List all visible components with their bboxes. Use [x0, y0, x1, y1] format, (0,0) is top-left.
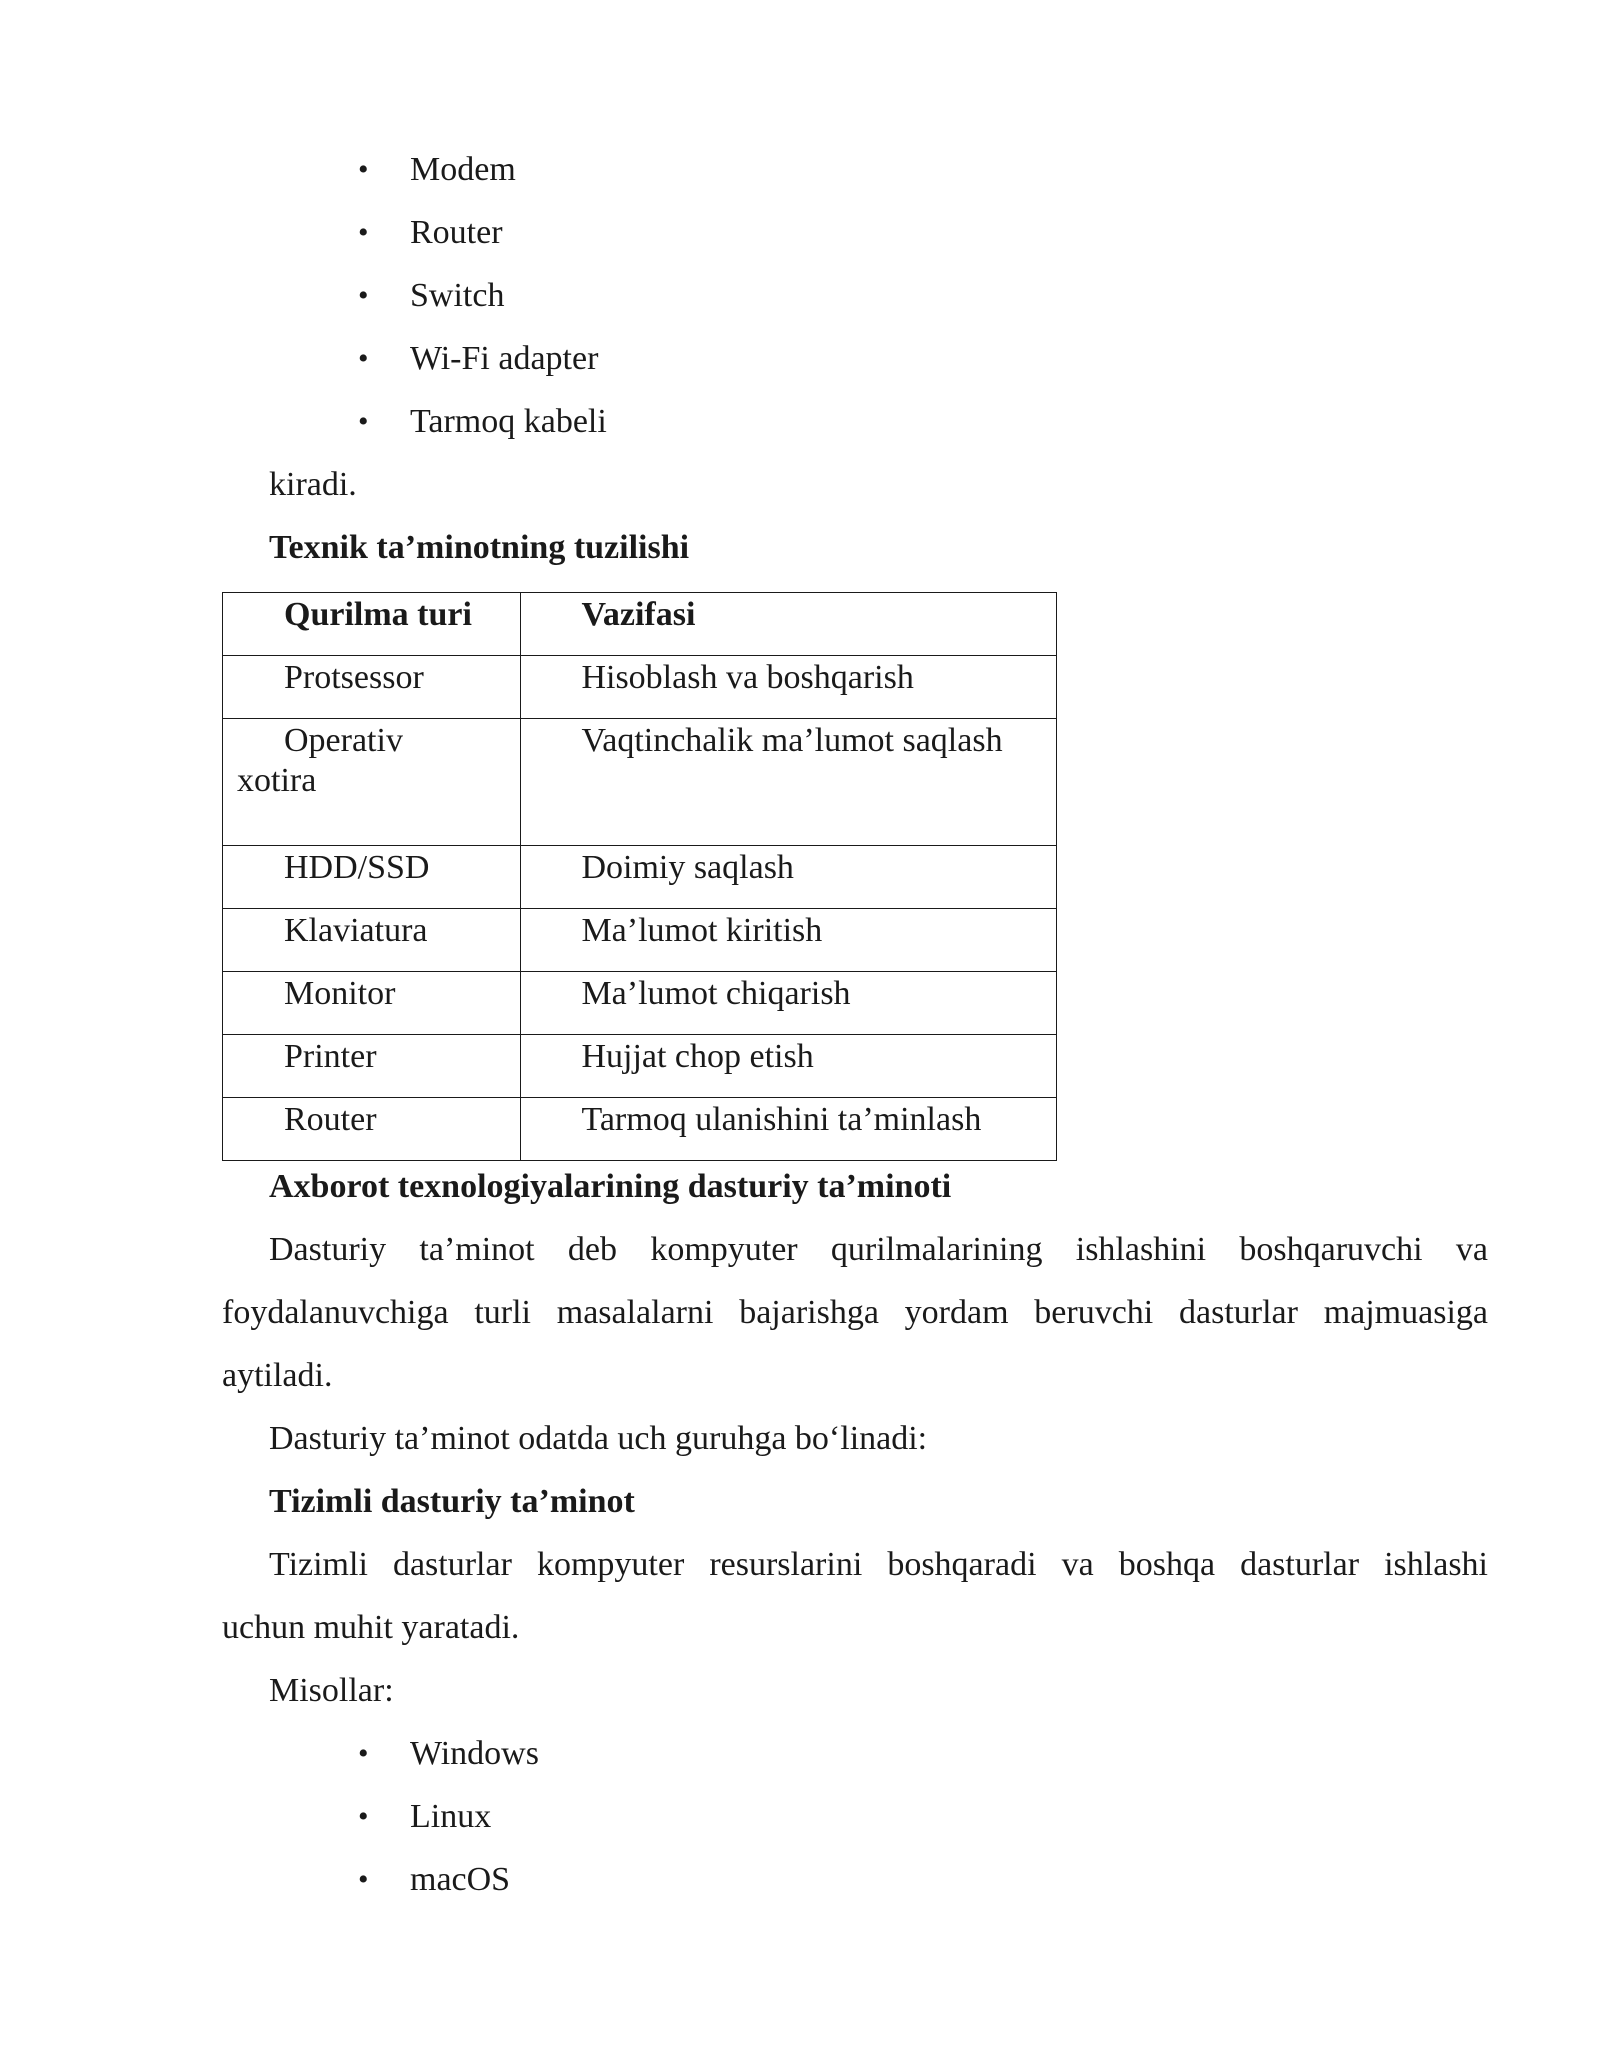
list-item: Linux — [410, 1798, 492, 1835]
bullet-icon: • — [358, 153, 369, 186]
table-cell: HDD/SSD — [284, 849, 430, 886]
table-cell: Hujjat chop etish — [581, 1038, 814, 1075]
list-item: Switch — [410, 277, 505, 314]
paragraph-text: uchun muhit yaratadi. — [222, 1609, 520, 1646]
bullet-icon: • — [358, 1737, 369, 1770]
table-cell: Printer — [284, 1038, 377, 1075]
paragraph-text: aytiladi. — [222, 1357, 333, 1394]
after-list-text: kiradi. — [269, 466, 357, 503]
table-row — [223, 1035, 1057, 1098]
hardware-table — [222, 592, 1057, 1161]
subheading: Tizimli dasturiy ta’minot — [269, 1483, 635, 1520]
paragraph-text: Dasturiy ta’minot odatda uch guruhga bo‘linadi: — [269, 1420, 928, 1457]
header-function: Vazifasi — [581, 596, 696, 633]
table-cell: Operativ xotira — [237, 722, 403, 799]
list-item: Modem — [410, 151, 516, 188]
table-cell: Klaviatura — [284, 912, 428, 949]
table-cell: Hisoblash va boshqarish — [581, 659, 914, 696]
table-cell: Ma’lumot kiritish — [581, 912, 823, 949]
header-device-type: Qurilma turi — [284, 596, 472, 633]
table-cell: Protsessor — [284, 659, 424, 696]
list-item: Tarmoq kabeli — [410, 403, 607, 440]
table-header-cell — [521, 593, 1057, 656]
table-header-row — [223, 593, 1057, 656]
paragraph-text: Tizimli dasturlar kompyuter resurslarini boshqaradi va boshqa dasturlar ishlashi — [269, 1546, 1488, 1583]
bullet-icon: • — [358, 1863, 369, 1896]
table-cell: Ma’lumot chiqarish — [581, 975, 851, 1012]
bullet-icon: • — [358, 405, 369, 438]
table-cell: Monitor — [284, 975, 396, 1012]
section-heading: Axborot texnologiyalarining dasturiy ta’minoti — [269, 1168, 952, 1205]
list-item: Windows — [410, 1735, 539, 1772]
table-heading: Texnik ta’minotning tuzilishi — [269, 529, 690, 566]
table-cell: Router — [284, 1101, 377, 1138]
paragraph-line — [222, 1293, 1488, 1333]
paragraph-line — [269, 1545, 1488, 1585]
table-row — [223, 846, 1057, 909]
table-row — [223, 1098, 1057, 1161]
paragraph-line — [269, 1230, 1488, 1270]
table-cell: Doimiy saqlash — [581, 849, 794, 886]
table-row — [223, 909, 1057, 972]
list-item: Wi-Fi adapter — [410, 340, 599, 377]
bullet-icon: • — [358, 216, 369, 249]
list-item: Router — [410, 214, 503, 251]
list-item: macOS — [410, 1861, 511, 1898]
table-row — [223, 656, 1057, 719]
bullet-icon: • — [358, 279, 369, 312]
bullet-icon: • — [358, 1800, 369, 1833]
bullet-icon: • — [358, 342, 369, 375]
paragraph-text: Dasturiy ta’minot deb kompyuter qurilmalarining ishlashini boshqaruvchi va — [269, 1231, 1488, 1268]
table-row — [223, 972, 1057, 1035]
table-cell: Tarmoq ulanishini ta’minlash — [581, 1101, 982, 1138]
table-cell: Vaqtinchalik ma’lumot saqlash — [581, 722, 1003, 759]
table-header-cell — [223, 593, 521, 656]
table-row — [223, 719, 1057, 846]
paragraph-text: foydalanuvchiga turli masalalarni bajarishga yordam beruvchi dasturlar majmuasiga — [222, 1294, 1488, 1331]
examples-label: Misollar: — [269, 1672, 394, 1709]
